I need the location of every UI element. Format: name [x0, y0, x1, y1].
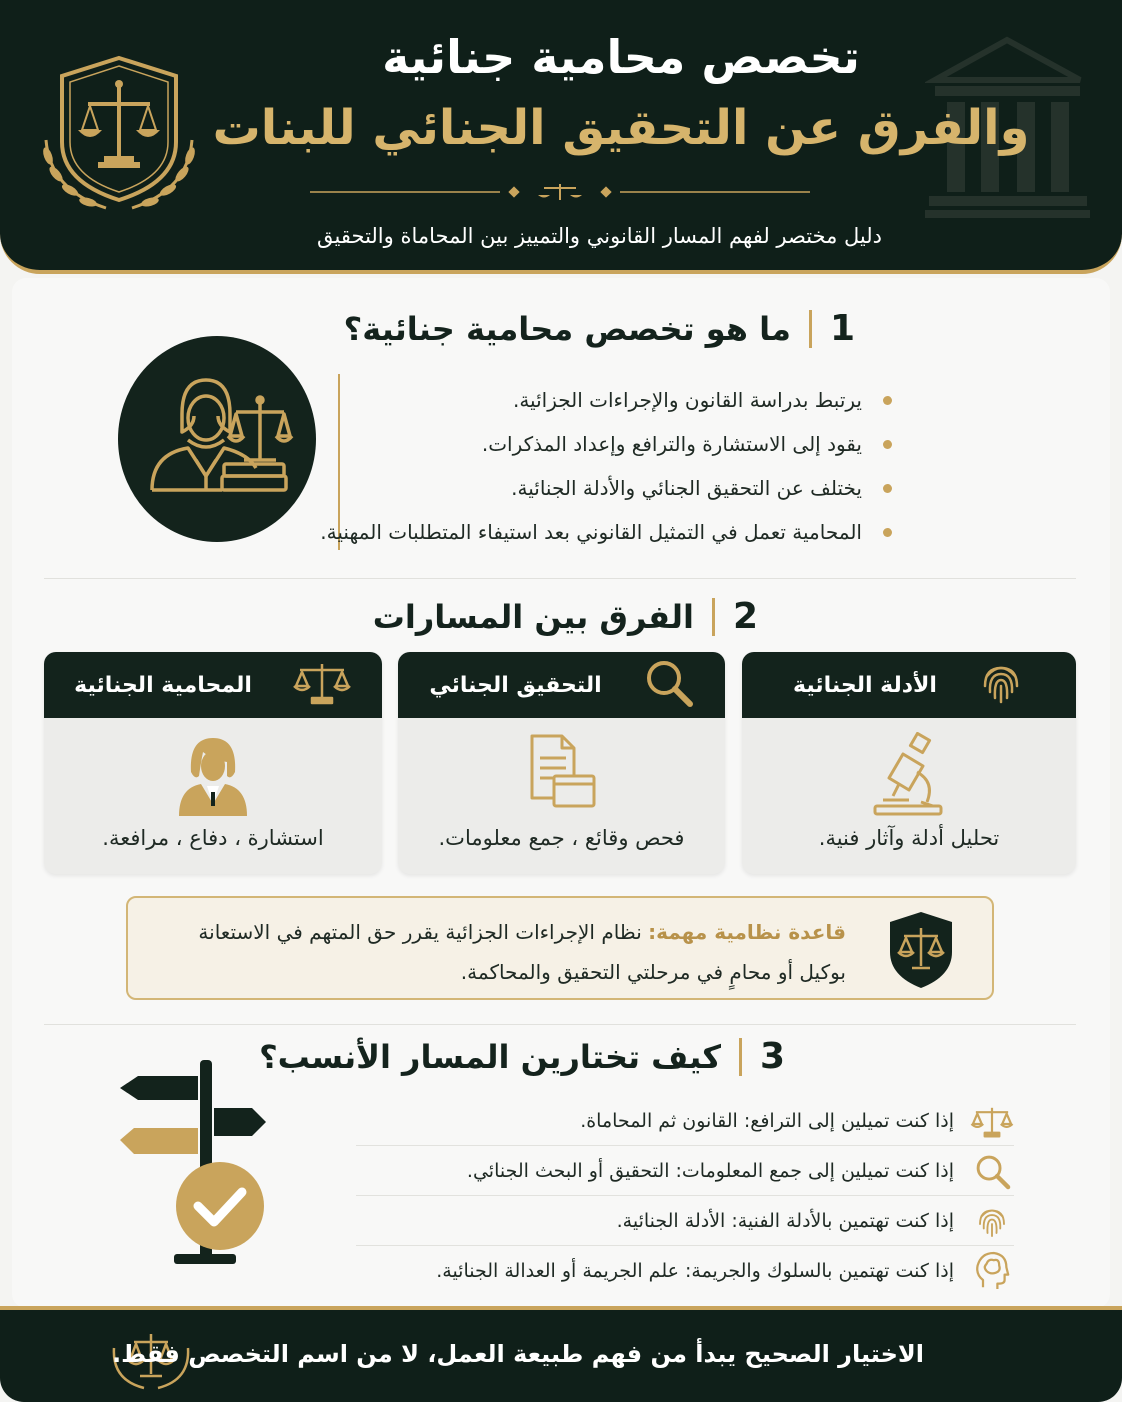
heading-divider — [739, 1038, 742, 1076]
section-divider — [44, 1024, 1076, 1025]
path-card-description: استشارة ، دفاع ، مرافعة. — [102, 826, 324, 850]
brain-head-icon — [970, 1251, 1014, 1291]
magnifier-icon — [970, 1152, 1014, 1190]
section-divider — [44, 578, 1076, 579]
footer-message: الاختيار الصحيح يبدأ من فهم طبيعة العمل، لا من اسم التخصص فقط. — [112, 1340, 924, 1368]
heading-divider — [809, 310, 812, 348]
list-item: المحامية تعمل في التمثيل القانوني بعد استيفاء المتطلبات المهنية. — [320, 518, 892, 562]
female-lawyer-with-scales-icon — [118, 336, 316, 542]
path-card-title: المحامية الجنائية — [74, 672, 252, 698]
list-item — [356, 1096, 1014, 1146]
section3-heading — [259, 1036, 785, 1077]
path-card-header — [44, 652, 382, 718]
signpost-check-icon — [120, 1058, 290, 1273]
list-item — [356, 1246, 1014, 1296]
choice-text: إذا كنت تهتمين بالأدلة الفنية: الأدلة الجنائية. — [616, 1209, 954, 1232]
section2-number: 2 — [732, 596, 758, 637]
path-card-description: فحص وقائع ، جمع معلومات. — [438, 826, 685, 850]
scales-icon — [970, 1101, 1014, 1141]
ornament-divider — [310, 182, 810, 202]
microscope-icon — [869, 732, 949, 822]
section3-title: كيف تختارين المسار الأنسب؟ — [259, 1037, 721, 1076]
path-card-header — [742, 652, 1076, 718]
page-subtitle: دليل مختصر لفهم المسار القانوني والتمييز بين المحاماة والتحقيق — [317, 224, 882, 248]
choice-text: إذا كنت تميلين إلى الترافع: القانون ثم المحاماة. — [580, 1109, 954, 1132]
lawyer-woman-icon — [173, 732, 253, 822]
main-content-card — [12, 278, 1110, 1308]
list-item — [356, 1196, 1014, 1246]
choice-list — [356, 1096, 1014, 1296]
heading-divider — [712, 598, 715, 636]
legal-rule-line1: نظام الإجراءات الجزائية يقرر حق المتهم في الاستعانة — [198, 920, 642, 944]
documents-icon — [524, 732, 600, 812]
legal-rule-text — [156, 912, 846, 992]
legal-rule-callout — [126, 896, 994, 1000]
lawyer-emblem — [118, 336, 316, 542]
choice-text: إذا كنت تميلين إلى جمع المعلومات: التحقيق أو البحث الجنائي. — [466, 1159, 954, 1182]
header — [0, 0, 1122, 274]
footer — [0, 1306, 1122, 1402]
page-title-line1: تخصص محامية جنائية — [382, 30, 860, 84]
page-title-line2: والفرق عن التحقيق الجنائي للبنات — [212, 100, 1030, 156]
list-item: يختلف عن التحقيق الجنائي والأدلة الجنائية. — [320, 474, 892, 518]
section1-number: 1 — [829, 308, 855, 349]
legal-rule-label: قاعدة نظامية مهمة: — [648, 920, 846, 944]
section1-bullet-list — [320, 386, 892, 562]
fingerprint-icon — [977, 658, 1025, 712]
section2-title: الفرق بين المسارات — [372, 597, 694, 636]
path-card-description: تحليل أدلة وآثار فنية. — [818, 826, 1000, 850]
path-card-criminal-lawyer — [44, 652, 382, 874]
section1-title: ما هو تخصص محامية جنائية؟ — [343, 309, 791, 348]
section3-number: 3 — [759, 1036, 785, 1077]
list-item: يرتبط بدراسة القانون والإجراءات الجزائية. — [320, 386, 892, 430]
path-card-criminal-investigation — [398, 652, 725, 874]
path-card-header — [398, 652, 725, 718]
section2-heading — [373, 596, 758, 637]
path-card-forensic-evidence — [742, 652, 1076, 874]
list-item: يقود إلى الاستشارة والترافع وإعداد المذكرات. — [320, 430, 892, 474]
scales-shield-icon — [886, 910, 956, 990]
fingerprint-icon — [970, 1202, 1014, 1240]
choice-text: إذا كنت تهتمين بالسلوك والجريمة: علم الجريمة أو العدالة الجنائية. — [436, 1260, 954, 1282]
section1-heading — [344, 308, 855, 349]
scales-icon — [292, 658, 352, 712]
path-card-title: الأدلة الجنائية — [793, 672, 937, 698]
path-card-title: التحقيق الجنائي — [429, 672, 602, 698]
legal-rule-line2: بوكيل أو محامٍ في مرحلتي التحقيق والمحاكمة. — [460, 960, 846, 984]
magnifier-icon — [642, 656, 694, 714]
list-item — [356, 1146, 1014, 1196]
